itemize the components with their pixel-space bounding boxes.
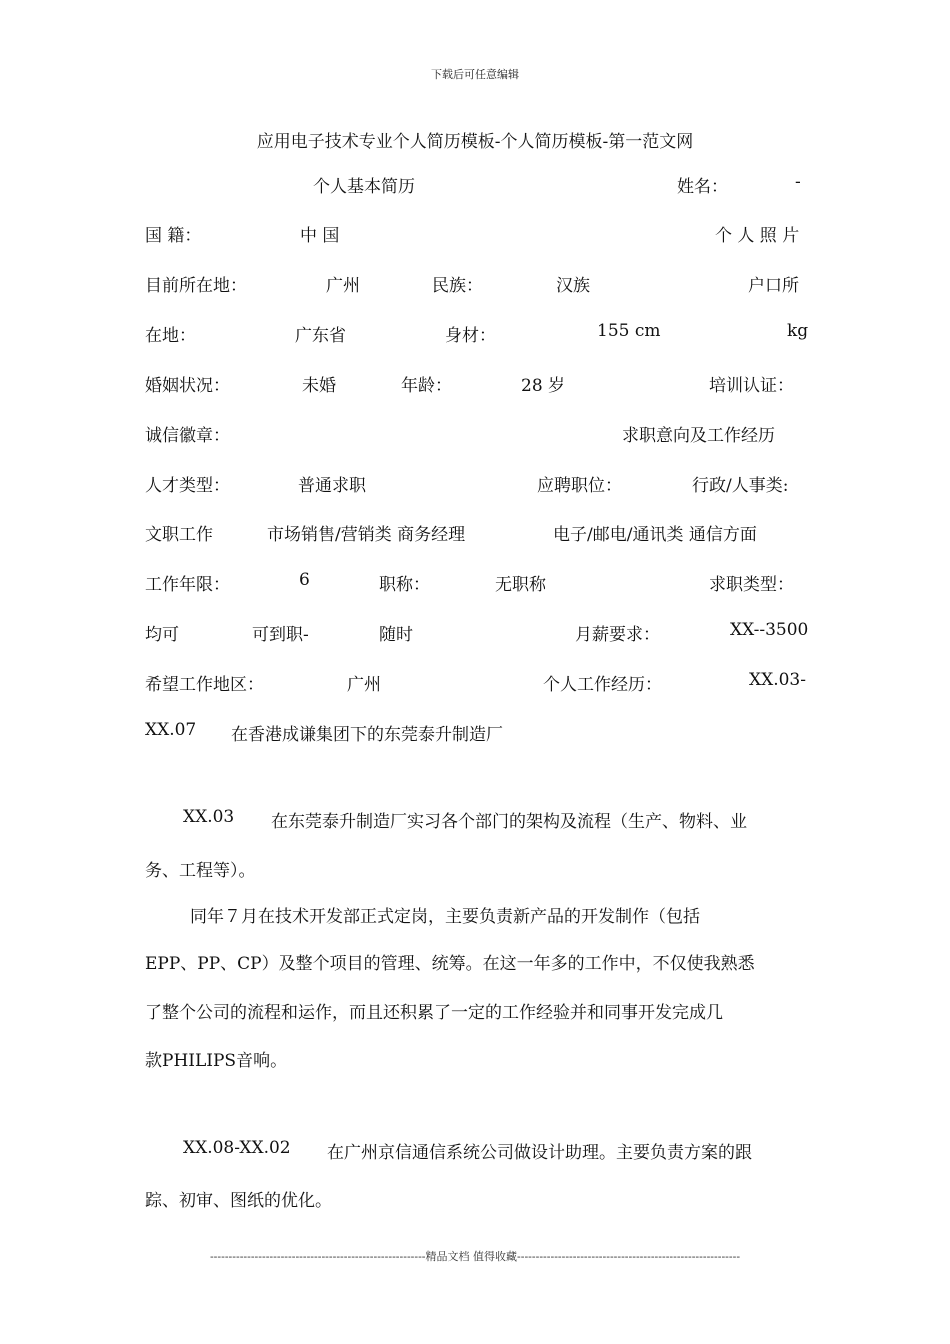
page-footer: ----------------------------------------------------------精品文档 值得收藏------------------------------------------------------------ bbox=[209, 1250, 741, 1263]
nationality-value: 中 国 bbox=[300, 226, 340, 246]
position-value-4: 电子/邮电/通讯类 通信方面 bbox=[553, 525, 757, 545]
talent-type-value: 普通求职 bbox=[298, 476, 366, 496]
hukou-label-part1: 户口所 bbox=[748, 276, 799, 296]
job-type-label: 求职类型： bbox=[709, 575, 794, 595]
ethnicity-value: 汉族 bbox=[556, 276, 590, 296]
marital-label: 婚姻状况： bbox=[145, 376, 230, 396]
job-text-line1: 同年７月在技术开发部正式定岗，主要负责新产品的开发制作（包括 bbox=[190, 907, 700, 927]
availability-value: 随时 bbox=[379, 625, 413, 645]
certification-label: 培训认证： bbox=[709, 376, 794, 396]
weight-unit: kg bbox=[787, 321, 809, 341]
salary-label: 月薪要求： bbox=[575, 625, 660, 645]
assistant-text-line1: 在广州京信通信系统公司做设计助理。主要负责方案的跟 bbox=[327, 1143, 752, 1163]
hukou-label-part2: 在地： bbox=[145, 326, 196, 346]
name-value: - bbox=[795, 172, 801, 192]
work-history-employer: 在香港成谦集团下的东莞泰升制造厂 bbox=[231, 725, 503, 745]
title-label: 职称： bbox=[379, 575, 430, 595]
name-label: 姓名： bbox=[677, 177, 728, 197]
work-history-label: 个人工作经历： bbox=[543, 675, 662, 695]
job-type-value: 均可 bbox=[145, 625, 179, 645]
title-value: 无职称 bbox=[495, 575, 546, 595]
internship-date: XX.03 bbox=[183, 807, 235, 827]
location-value: 广州 bbox=[326, 276, 360, 296]
section-job-intention: 求职意向及工作经历 bbox=[622, 426, 775, 446]
age-label: 年龄： bbox=[401, 376, 452, 396]
internship-text-line2: 务、工程等）。 bbox=[145, 861, 256, 881]
age-value: 28 岁 bbox=[521, 376, 566, 396]
job-text-line2: EPP、PP、CP）及整个项目的管理、统筹。在这一年多的工作中，不仅使我熟悉 bbox=[145, 954, 755, 974]
credit-badge-label: 诚信徽章： bbox=[145, 426, 230, 446]
position-value-2: 文职工作 bbox=[145, 525, 213, 545]
work-years-label: 工作年限： bbox=[145, 575, 230, 595]
job-text-line4: 款PHILIPS音响。 bbox=[145, 1051, 288, 1071]
work-history-date-end: XX.07 bbox=[145, 720, 197, 740]
page-header: 下载后可任意编辑 bbox=[431, 68, 519, 81]
salary-value: XX--3500 bbox=[730, 620, 809, 640]
document-title: 应用电子技术专业个人简历模板-个人简历模板-第一范文网 bbox=[256, 132, 694, 152]
nationality-label: 国 籍： bbox=[145, 226, 202, 246]
photo-label: 个 人 照 片 bbox=[715, 226, 800, 246]
position-value-1: 行政/人事类: bbox=[692, 476, 789, 496]
availability-label: 可到职- bbox=[252, 625, 309, 645]
position-label: 应聘职位： bbox=[537, 476, 622, 496]
marital-value: 未婚 bbox=[302, 376, 336, 396]
height-value: 155 cm bbox=[597, 321, 661, 341]
height-label: 身材： bbox=[445, 326, 496, 346]
work-history-date-start: XX.03- bbox=[749, 670, 806, 690]
work-area-value: 广州 bbox=[347, 675, 381, 695]
assistant-text-line2: 踪、初审、图纸的优化。 bbox=[145, 1191, 332, 1211]
assistant-date: XX.08-XX.02 bbox=[183, 1138, 291, 1158]
job-text-line3: 了整个公司的流程和运作，而且还积累了一定的工作经验并和同事开发完成几 bbox=[145, 1003, 723, 1023]
location-label: 目前所在地： bbox=[145, 276, 247, 296]
talent-type-label: 人才类型： bbox=[145, 476, 230, 496]
section-basic-resume: 个人基本简历 bbox=[313, 177, 415, 197]
hukou-value: 广东省 bbox=[295, 326, 346, 346]
work-years-value: 6 bbox=[299, 570, 310, 590]
position-value-3: 市场销售/营销类 商务经理 bbox=[267, 525, 466, 545]
ethnicity-label: 民族： bbox=[432, 276, 483, 296]
internship-text-line1: 在东莞泰升制造厂实习各个部门的架构及流程（生产、物料、业 bbox=[271, 812, 747, 832]
work-area-label: 希望工作地区： bbox=[145, 675, 264, 695]
